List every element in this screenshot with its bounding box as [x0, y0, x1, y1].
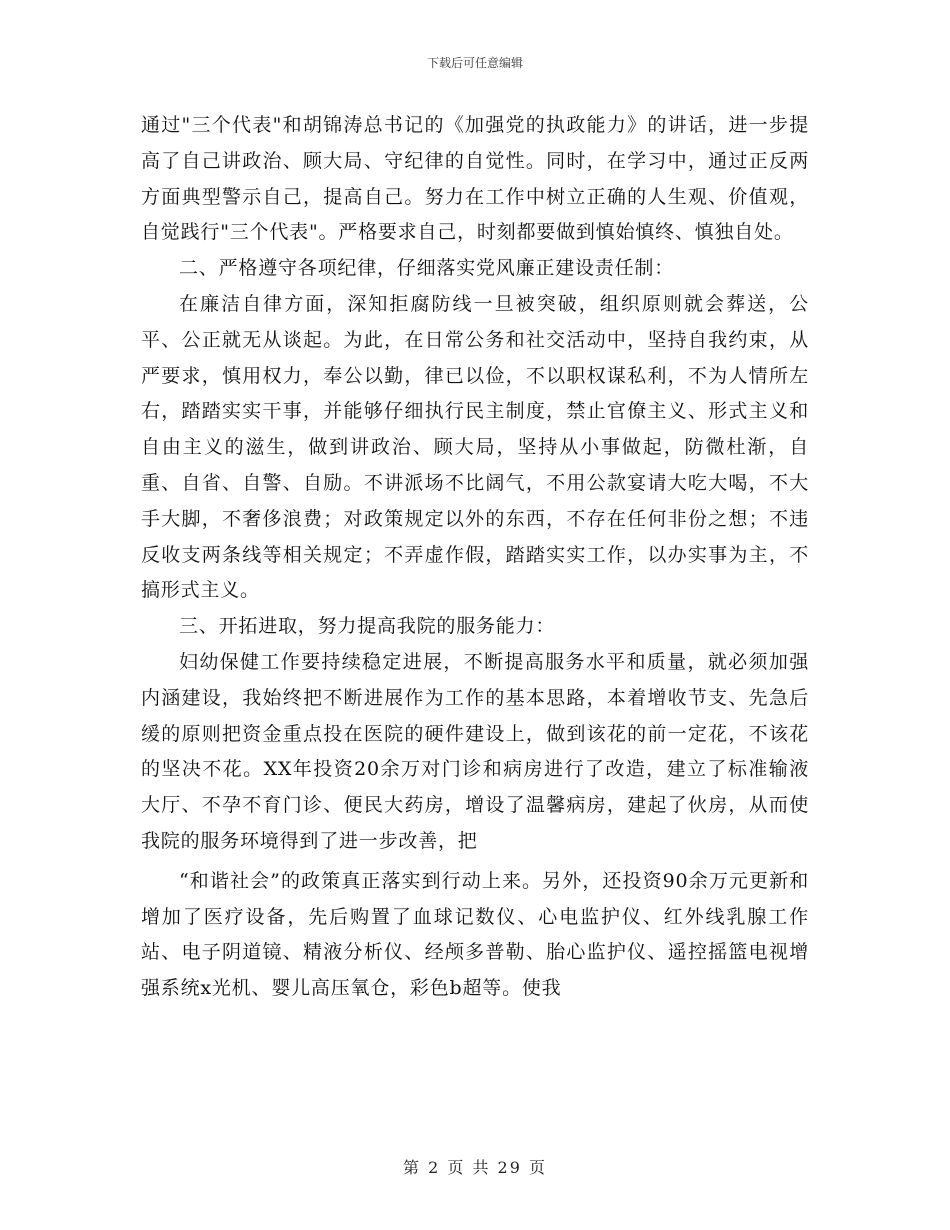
page-footer: 第 2 页 共 29 页 — [403, 1158, 547, 1177]
paragraph-service: 妇幼保健工作要持续稳定进展，不断提高服务水平和质量，就必须加强内涵建设，我始终把不断进展作为工作的基本思路，本着增收节支、先急后缓的原则把资金重点投在医院的硬件建设上，做到该花的前一定花，不该花的坚决不花。XX年投资20余万对门诊和病房进行了改造，建立了标准输液大厅、不孕不育门诊、便民大药房，增设了温馨病房，建起了伙房，从而使我院的服务环境得到了进一步改善，把 — [141, 650, 809, 852]
section-heading-3: 三、开拓进取，努力提高我院的服务能力： — [179, 615, 556, 638]
page-header: 下载后可任意编辑 — [426, 56, 523, 70]
paragraph-integrity: 在廉洁自律方面，深知拒腐防线一旦被突破，组织原则就会葬送，公平、公正就无从谈起。为此，在日常公务和社交活动中，坚持自我约束，从严要求，慎用权力，奉公以勤，律已以俭，不以职权谋私利，不为人情所左右，踏踏实实干事，并能够仔细执行民主制度，禁止官僚主义、形式主义和自由主义的滋生，做到讲政治、顾大局，坚持从小事做起，防微杜渐，自重、自省、自警、自励。不讲派场不比阔气，不用公款宴请大吃大喝，不大手大脚，不奢侈浪费；对政策规定以外的东西，不存在任何非份之想；不违反收支两条线等相关规定；不弄虚作假，踏踏实实工作，以办实事为主，不搞形式主义。 — [141, 292, 809, 602]
document-body — [141, 108, 809, 1007]
paragraph-continuation: 通过"三个代表"和胡锦涛总书记的《加强党的执政能力》的讲话，进一步提高了自己讲政治、顾大局、守纪律的自觉性。同时，在学习中，通过正反两方面典型警示自己，提高自己。努力在工作中树立正确的人生观、价值观，自觉践行"三个代表"。严格要求自己，时刻都要做到慎始慎终、慎独自处。 — [141, 114, 809, 244]
section-heading-2: 二、严格遵守各项纪律，仔细落实党风廉正建设责任制： — [179, 257, 675, 280]
paragraph-equipment: “和谐社会”的政策真正落实到行动上来。另外，还投资90余万元更新和增加了医疗设备，先后购置了血球记数仪、心电监护仪、红外线乳腺工作站、电子阴道镜、精液分析仪、经颅多普勒、胎心监护仪、遥控摇篮电视增强系统x光机、婴儿高压氧仓，彩色b超等。使我 — [141, 869, 809, 1000]
